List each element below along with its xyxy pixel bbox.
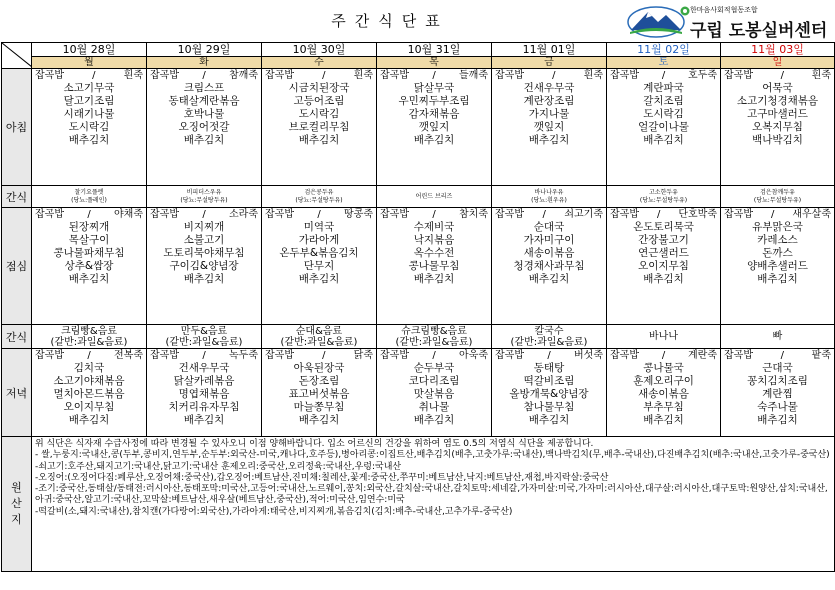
menu-item: 양배추샐러드 bbox=[747, 260, 808, 272]
porridge-label: 들깨죽 bbox=[459, 70, 488, 81]
menu-item: 아욱된장국 bbox=[293, 362, 345, 374]
porridge-label: 흰죽 bbox=[811, 70, 831, 81]
row-label-origin bbox=[2, 437, 32, 572]
snack-note: (당뇨:무설탕두유) bbox=[639, 196, 688, 204]
menu-item: 오이지무침 bbox=[638, 260, 689, 272]
rice-porridge-line bbox=[492, 69, 606, 82]
menu-item: 순두부국 bbox=[413, 362, 455, 374]
menu-item: 우민찌두부조림 bbox=[398, 95, 470, 107]
porridge-label: 아욱죽 bbox=[459, 350, 488, 361]
meal-cell bbox=[262, 208, 377, 325]
meal-cell bbox=[492, 69, 607, 186]
meal-cell bbox=[377, 208, 492, 325]
porridge-label: 참깨죽 bbox=[229, 70, 258, 81]
date-cell: 10월 30일 bbox=[262, 43, 377, 57]
menu-item: 참나물무침 bbox=[523, 401, 575, 413]
porridge-label: 흰죽 bbox=[583, 70, 603, 81]
menu-item: 배추김치 bbox=[528, 414, 570, 426]
rice-label: 잡곡밥 bbox=[35, 70, 64, 81]
menu-item: 취나물 bbox=[418, 401, 450, 413]
porridge-label: 흰죽 bbox=[123, 70, 143, 81]
menu-item: 배추김치 bbox=[643, 134, 684, 146]
weekday-cell: 목 bbox=[377, 57, 492, 69]
meal-cell bbox=[377, 349, 492, 437]
menu-item: 떡갈비조림 bbox=[523, 375, 575, 387]
snack-note: (같반:과일&음료) bbox=[510, 336, 588, 348]
snack-name: 고소한두유 bbox=[649, 188, 678, 196]
meal-cell bbox=[32, 69, 147, 186]
weekday-cell: 화 bbox=[147, 57, 262, 69]
menu-item: 건새우무국 bbox=[523, 82, 575, 94]
rice-label: 잡곡밥 bbox=[380, 209, 409, 220]
row-label-dinner: 저녁 bbox=[2, 349, 32, 437]
snack-name: 칼국수 bbox=[534, 325, 564, 337]
menu-item: 치커리유자무침 bbox=[168, 401, 240, 413]
snack-name: 검은참깨두유 bbox=[760, 188, 795, 196]
menu-item: 맛살볶음 bbox=[413, 388, 455, 400]
menu-item: 옥수수전 bbox=[413, 247, 455, 259]
meal-cell bbox=[607, 69, 721, 186]
rice-label: 잡곡밥 bbox=[724, 350, 753, 361]
menu-item: 백나박김치 bbox=[752, 134, 803, 146]
menu-table bbox=[1, 42, 835, 572]
date-cell: 10월 29일 bbox=[147, 43, 262, 57]
porridge-label: 참치죽 bbox=[459, 209, 488, 220]
menu-item: 미역국 bbox=[303, 221, 335, 233]
menu-item: 비지찌개 bbox=[183, 221, 225, 233]
menu-item: 건새우무국 bbox=[178, 362, 230, 374]
porridge-label: 닭죽 bbox=[353, 350, 373, 361]
org-mark-icon bbox=[680, 6, 690, 16]
rice-porridge-line bbox=[147, 349, 261, 362]
menu-item: 멸치아몬드볶음 bbox=[53, 388, 125, 400]
menu-item: 갈치조림 bbox=[643, 95, 684, 107]
snack-cell bbox=[607, 325, 721, 349]
rice-porridge-line bbox=[32, 349, 146, 362]
menu-item: 콩나물국 bbox=[643, 362, 684, 374]
weekday-cell: 수 bbox=[262, 57, 377, 69]
menu-item: 상추&쌈장 bbox=[64, 260, 114, 272]
corner-cell bbox=[2, 43, 32, 69]
rice-label: 잡곡밥 bbox=[265, 350, 294, 361]
menu-item: 김치국 bbox=[73, 362, 105, 374]
separator: / bbox=[202, 209, 206, 220]
meal-cell bbox=[377, 69, 492, 186]
origin-label: 원산지 bbox=[11, 481, 22, 526]
menu-item: 시래기나물 bbox=[63, 108, 115, 120]
menu-item: 구이김&양념장 bbox=[169, 260, 239, 272]
menu-item: 배추김치 bbox=[68, 414, 110, 426]
menu-item: 부추무침 bbox=[643, 401, 684, 413]
separator: / bbox=[87, 350, 91, 361]
porridge-label: 야채죽 bbox=[114, 209, 143, 220]
rice-label: 잡곡밥 bbox=[380, 70, 409, 81]
porridge-label: 흰죽 bbox=[353, 70, 373, 81]
porridge-label: 새우살죽 bbox=[792, 209, 831, 220]
menu-item: 가자미구이 bbox=[523, 234, 575, 246]
porridge-label: 팥죽 bbox=[811, 350, 831, 361]
rice-label: 잡곡밥 bbox=[150, 350, 179, 361]
rice-porridge-line bbox=[32, 208, 146, 221]
porridge-label: 전복죽 bbox=[114, 350, 143, 361]
menu-item: 배추김치 bbox=[413, 273, 455, 285]
menu-item: 오징어젓갈 bbox=[178, 121, 230, 133]
menu-item: 달고기조림 bbox=[63, 95, 115, 107]
rice-label: 잡곡밥 bbox=[610, 209, 639, 220]
menu-item: 깻잎지 bbox=[418, 121, 450, 133]
rice-label: 잡곡밥 bbox=[495, 350, 524, 361]
meal-cell bbox=[492, 349, 607, 437]
snack-cell bbox=[262, 325, 377, 349]
menu-item: 돈까스 bbox=[762, 247, 793, 259]
row-label-breakfast: 아침 bbox=[2, 69, 32, 186]
meal-cell bbox=[721, 69, 835, 186]
rice-label: 잡곡밥 bbox=[150, 70, 179, 81]
meal-cell bbox=[147, 349, 262, 437]
separator: / bbox=[552, 70, 556, 81]
menu-item: 배추김치 bbox=[68, 134, 110, 146]
snack-name: 찰기요플렛 bbox=[74, 188, 104, 196]
snack-name: 빠 bbox=[772, 331, 783, 342]
meal-cell bbox=[492, 208, 607, 325]
porridge-label: 쇠고기죽 bbox=[564, 209, 603, 220]
menu-item: 브로컬리무침 bbox=[288, 121, 350, 133]
rice-porridge-line bbox=[377, 349, 491, 362]
menu-item: 도시락김 bbox=[643, 108, 684, 120]
meal-cell bbox=[607, 349, 721, 437]
menu-item: 도시락김 bbox=[68, 121, 110, 133]
date-cell: 10월 31일 bbox=[377, 43, 492, 57]
snack-name: 바나나우유 bbox=[534, 188, 564, 196]
notice-line: 위 식단은 식자재 수급사정에 따라 변경될 수 있사오니 이점 양해바랍니다. 입소 어르신의 건강을 위하여 염도 0.5의 저염식 식단을 제공합니다. bbox=[35, 439, 594, 449]
snack-note: (같반:과일&음료) bbox=[280, 336, 358, 348]
menu-item: 카레소스 bbox=[757, 234, 798, 246]
menu-item: 유부맑은국 bbox=[752, 221, 803, 233]
meal-cell bbox=[147, 69, 262, 186]
snack-cell bbox=[492, 186, 607, 208]
menu-item: 숙주나물 bbox=[757, 401, 798, 413]
menu-item: 콩나물파채무침 bbox=[53, 247, 125, 259]
menu-item: 감자채볶음 bbox=[408, 108, 460, 120]
rice-porridge-line bbox=[377, 208, 491, 221]
rice-porridge-line bbox=[721, 69, 834, 82]
menu-item: 배추김치 bbox=[298, 273, 340, 285]
date-cell: 10월 28일 bbox=[32, 43, 147, 57]
menu-item: 어묵국 bbox=[762, 82, 793, 94]
menu-item: 간장불고기 bbox=[638, 234, 689, 246]
rice-porridge-line bbox=[377, 69, 491, 82]
date-cell: 11월 01일 bbox=[492, 43, 607, 57]
menu-item: 훈제오리구이 bbox=[633, 375, 694, 387]
page-title: 주간식단표 bbox=[331, 12, 449, 30]
weekday-cell: 토 bbox=[607, 57, 721, 69]
date-cell: 11월 03일 bbox=[721, 43, 835, 57]
origin-line: -오징어:(오징어다짐:페루산,오징어채:중국산),갑오징어:베트남산,진미채:칠레산,꽃게:중국산,쭈꾸미:베트남산,낙지:베트남산,재첩,바지락살:중국산 bbox=[35, 472, 609, 483]
rice-label: 잡곡밥 bbox=[495, 70, 524, 81]
menu-item: 코다리조림 bbox=[408, 375, 460, 387]
rice-porridge-line bbox=[721, 349, 834, 362]
separator: / bbox=[432, 70, 436, 81]
porridge-label: 소라죽 bbox=[229, 209, 258, 220]
porridge-label: 계란죽 bbox=[688, 350, 717, 361]
rice-label: 잡곡밥 bbox=[724, 70, 753, 81]
snack-note: (같반:과일&음료) bbox=[165, 336, 243, 348]
menu-item: 낙지볶음 bbox=[413, 234, 455, 246]
row-label-snack: 간식 bbox=[2, 186, 32, 208]
rice-porridge-line bbox=[262, 208, 376, 221]
menu-item: 배추김치 bbox=[757, 414, 798, 426]
menu-item: 배추김치 bbox=[757, 273, 798, 285]
rice-label: 잡곡밥 bbox=[380, 350, 409, 361]
origin-line: -떡갈비(소,돼지:국내산),참치캔(가다랑어:외국산),가라아게:태국산,비지찌개,볶음김치(김치:배추-국내산,고추가루-중국산) bbox=[35, 506, 513, 517]
menu-item: 배추김치 bbox=[183, 134, 225, 146]
porridge-label: 버섯죽 bbox=[574, 350, 603, 361]
menu-item: 배추김치 bbox=[413, 414, 455, 426]
menu-item: 마늘쫑무침 bbox=[293, 401, 345, 413]
rice-label: 잡곡밥 bbox=[495, 209, 524, 220]
snack-cell bbox=[607, 186, 721, 208]
snack-name: 바나나 bbox=[649, 331, 678, 342]
menu-item: 닭살카레볶음 bbox=[173, 375, 235, 387]
menu-item: 콩나물무침 bbox=[408, 260, 460, 272]
menu-item: 배추김치 bbox=[643, 414, 684, 426]
rice-label: 잡곡밥 bbox=[610, 350, 639, 361]
menu-item: 된장찌개 bbox=[68, 221, 110, 233]
snack-cell bbox=[721, 325, 835, 349]
menu-item: 단무지 bbox=[303, 260, 335, 272]
snack-cell bbox=[262, 186, 377, 208]
origin-line: - 쌀,누룽지:국내산,콩(두부,콩비지,연두부,순두부:외국산-미국,캐나다,호주등),병아리콩:이집트산,배추김치(배추,고춧가루:국내산),백나박김치(무,배추-국내산),다진배추김치(배추:국내산,고춧가루-중국산) bbox=[35, 450, 830, 461]
separator: / bbox=[661, 70, 666, 81]
meal-cell bbox=[147, 208, 262, 325]
menu-item: 오이지무침 bbox=[63, 401, 115, 413]
menu-item: 표고버섯볶음 bbox=[288, 388, 350, 400]
menu-item: 고등어조림 bbox=[293, 95, 345, 107]
menu-item: 배추김치 bbox=[183, 273, 225, 285]
menu-item: 계란장조림 bbox=[523, 95, 575, 107]
menu-item: 계란찜 bbox=[762, 388, 793, 400]
snack-note: (같반:과일&음료) bbox=[395, 336, 473, 348]
menu-item: 소고기야채볶음 bbox=[53, 375, 125, 387]
snack-name: 검은콩두유 bbox=[304, 188, 334, 196]
menu-item: 배추김치 bbox=[298, 414, 340, 426]
rice-label: 잡곡밥 bbox=[265, 209, 294, 220]
menu-item: 가지나물 bbox=[528, 108, 570, 120]
weekday-cell: 월 bbox=[32, 57, 147, 69]
menu-item: 소고기청경채볶음 bbox=[736, 95, 819, 107]
meal-cell bbox=[32, 208, 147, 325]
menu-item: 꽁치김치조림 bbox=[747, 375, 808, 387]
menu-item: 명엽채볶음 bbox=[178, 388, 230, 400]
menu-item: 목살구이 bbox=[68, 234, 110, 246]
separator: / bbox=[202, 350, 206, 361]
snack-note: (당뇨:무설탕두유) bbox=[180, 196, 228, 204]
menu-item: 수제비국 bbox=[413, 221, 455, 233]
rice-label: 잡곡밥 bbox=[610, 70, 639, 81]
snack-cell bbox=[377, 325, 492, 349]
menu-item: 동태탕 bbox=[533, 362, 565, 374]
snack-cell bbox=[377, 186, 492, 208]
menu-item: 근대국 bbox=[762, 362, 793, 374]
meal-cell bbox=[607, 208, 721, 325]
meal-cell bbox=[721, 349, 835, 437]
rice-porridge-line bbox=[262, 349, 376, 362]
rice-porridge-line bbox=[147, 69, 261, 82]
menu-item: 계란파국 bbox=[643, 82, 684, 94]
rice-label: 잡곡밥 bbox=[265, 70, 294, 81]
corner-diagonal bbox=[2, 43, 32, 67]
rice-label: 잡곡밥 bbox=[724, 209, 753, 220]
snack-cell bbox=[147, 186, 262, 208]
separator: / bbox=[656, 209, 661, 220]
snack-name: 슈크림빵&음료 bbox=[401, 325, 467, 337]
snack-name: 크림빵&음료 bbox=[60, 325, 118, 337]
menu-item: 호박나물 bbox=[183, 108, 225, 120]
menu-item: 올방개묵&양념장 bbox=[509, 388, 589, 400]
menu-item: 크림스프 bbox=[183, 82, 225, 94]
menu-item: 깻잎지 bbox=[533, 121, 565, 133]
snack-name: 만두&음료 bbox=[180, 325, 228, 337]
menu-item: 얼갈이나물 bbox=[638, 121, 689, 133]
separator: / bbox=[661, 350, 666, 361]
meal-cell bbox=[262, 349, 377, 437]
snack-cell bbox=[32, 325, 147, 349]
menu-item: 소고기무국 bbox=[63, 82, 115, 94]
snack-cell bbox=[147, 325, 262, 349]
menu-item: 돈장조림 bbox=[298, 375, 340, 387]
row-label-snack: 간식 bbox=[2, 325, 32, 349]
rice-label: 잡곡밥 bbox=[35, 209, 64, 220]
snack-note: (당뇨:플레인) bbox=[71, 196, 107, 204]
rice-label: 잡곡밥 bbox=[150, 209, 179, 220]
snack-note: (당뇨:무설탕두유) bbox=[753, 196, 802, 204]
menu-item: 도시락김 bbox=[298, 108, 340, 120]
menu-item: 고구마샐러드 bbox=[747, 108, 808, 120]
porridge-label: 녹두죽 bbox=[229, 350, 258, 361]
separator: / bbox=[432, 209, 436, 220]
snack-name: 어린드 브리즈 bbox=[415, 192, 453, 200]
menu-item: 배추김치 bbox=[643, 273, 684, 285]
meal-cell bbox=[32, 349, 147, 437]
menu-item: 배추김치 bbox=[183, 414, 225, 426]
separator: / bbox=[432, 350, 436, 361]
rice-porridge-line bbox=[147, 208, 261, 221]
meal-cell bbox=[262, 69, 377, 186]
porridge-label: 단호박죽 bbox=[678, 209, 717, 220]
snack-note: (당뇨:흰우유) bbox=[531, 196, 567, 204]
rice-porridge-line bbox=[492, 349, 606, 362]
menu-item: 배추김치 bbox=[528, 273, 570, 285]
menu-item: 온두부&볶음김치 bbox=[279, 247, 359, 259]
org-name: 한마음사회적협동조합 bbox=[690, 6, 758, 14]
separator: / bbox=[542, 209, 546, 220]
separator: / bbox=[322, 70, 326, 81]
menu-item: 가라아게 bbox=[298, 234, 340, 246]
row-label-lunch: 점심 bbox=[2, 208, 32, 325]
separator: / bbox=[770, 209, 775, 220]
snack-cell bbox=[721, 186, 835, 208]
menu-item: 배추김치 bbox=[298, 134, 340, 146]
center-name: 구립 도봉실버센터 bbox=[690, 21, 828, 41]
rice-porridge-line bbox=[721, 208, 834, 221]
rice-porridge-line bbox=[492, 208, 606, 221]
porridge-label: 땅콩죽 bbox=[344, 209, 373, 220]
meal-cell bbox=[721, 208, 835, 325]
snack-name: 순대&음료 bbox=[295, 325, 343, 337]
date-cell: 11월 02일 bbox=[607, 43, 721, 57]
separator: / bbox=[92, 70, 96, 81]
separator: / bbox=[87, 209, 91, 220]
mountain-logo-icon bbox=[626, 4, 686, 38]
origin-line: -조기:중국산,동태살/동태전:러시아산,동태포막:미국산,고등어:국내산,노르웨이,꽁치:외국산,갈치살:국내산,갈치토막:세네갈,가자미살:미국,가자미:러시아산,대구살:러시아산,대구토막:원양산,삼치:국내산,아귀:중국산,알고기:국내산,꼬막살:베트남산,새우살(베트남산,중국산),적어:미국산,임연수:미국 bbox=[35, 484, 828, 506]
menu-item: 청경채사과무침 bbox=[513, 260, 585, 272]
page-header bbox=[0, 0, 835, 42]
menu-item: 배추김치 bbox=[68, 273, 110, 285]
menu-item: 소불고기 bbox=[183, 234, 225, 246]
origin-line: -쇠고기:호주산,돼지고기:국내산,닭고기:국내산 훈제오리:중국산,오리정육:국내산,우렁:국내산 bbox=[35, 461, 402, 472]
snack-note: (같반:과일&음료) bbox=[50, 336, 128, 348]
separator: / bbox=[780, 70, 785, 81]
rice-porridge-line bbox=[607, 208, 720, 221]
origin-notes bbox=[32, 437, 835, 572]
menu-item: 새송이볶음 bbox=[638, 388, 689, 400]
separator: / bbox=[547, 350, 551, 361]
separator: / bbox=[322, 350, 326, 361]
menu-item: 새송이볶음 bbox=[523, 247, 575, 259]
weekday-cell: 일 bbox=[721, 57, 835, 69]
menu-item: 동태살계란볶음 bbox=[168, 95, 240, 107]
menu-item: 배추김치 bbox=[528, 134, 570, 146]
separator: / bbox=[317, 209, 321, 220]
rice-porridge-line bbox=[262, 69, 376, 82]
menu-item: 오복지무침 bbox=[752, 121, 803, 133]
menu-item: 닭살무국 bbox=[413, 82, 455, 94]
snack-cell bbox=[492, 325, 607, 349]
menu-item: 시금치된장국 bbox=[288, 82, 350, 94]
menu-item: 도토리묵야채무침 bbox=[163, 247, 245, 259]
menu-item: 연근샐러드 bbox=[638, 247, 689, 259]
separator: / bbox=[202, 70, 206, 81]
menu-item: 배추김치 bbox=[413, 134, 455, 146]
rice-label: 잡곡밥 bbox=[35, 350, 64, 361]
snack-cell bbox=[32, 186, 147, 208]
separator: / bbox=[780, 350, 785, 361]
rice-porridge-line bbox=[32, 69, 146, 82]
porridge-label: 호두죽 bbox=[688, 70, 717, 81]
rice-porridge-line bbox=[607, 69, 720, 82]
snack-note: (당뇨:무설탕두유) bbox=[295, 196, 343, 204]
menu-item: 순대국 bbox=[533, 221, 565, 233]
rice-porridge-line bbox=[607, 349, 720, 362]
menu-item: 온도토리묵국 bbox=[633, 221, 694, 233]
snack-name: 비피더스우유 bbox=[186, 188, 222, 196]
weekday-cell: 금 bbox=[492, 57, 607, 69]
